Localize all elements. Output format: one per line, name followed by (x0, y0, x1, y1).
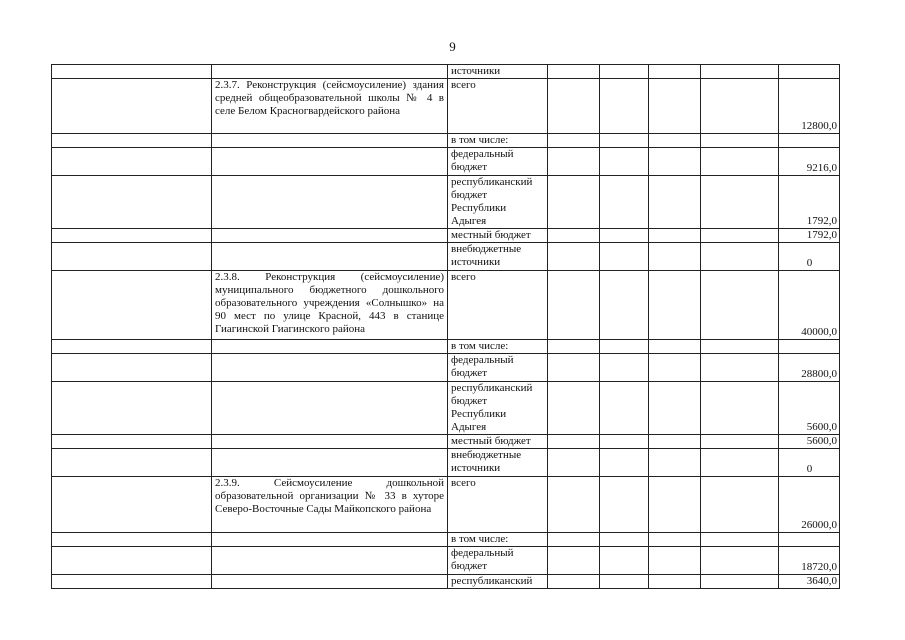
empty-cell (701, 340, 779, 354)
amount-cell: 40000,0 (779, 271, 840, 340)
empty-cell (649, 449, 701, 477)
table-row (52, 271, 840, 340)
amount-cell: 28800,0 (779, 354, 840, 382)
empty-cell (701, 449, 779, 477)
funding-source-cell: республиканский (448, 575, 548, 589)
row-blank-cell (52, 533, 212, 547)
measure-description-cell (212, 533, 448, 547)
funding-source-cell: республиканский бюджет Республики Адыгея (448, 382, 548, 435)
amount-cell (779, 65, 840, 79)
row-blank-cell (52, 547, 212, 575)
empty-cell (548, 229, 600, 243)
empty-cell (600, 354, 649, 382)
empty-cell (548, 382, 600, 435)
empty-cell (649, 148, 701, 176)
measure-description-cell (212, 547, 448, 575)
measure-description-cell (212, 243, 448, 271)
measure-description-cell: 2.3.7. Реконструкция (сейсмоусиление) здания средней общеобразовательной школы № 4 в селе Белом Красногвардейского района (212, 79, 448, 134)
row-blank-cell (52, 449, 212, 477)
row-blank-cell (52, 354, 212, 382)
empty-cell (600, 243, 649, 271)
row-blank-cell (52, 243, 212, 271)
measure-description-cell (212, 382, 448, 435)
funding-source-cell: в том числе: (448, 134, 548, 148)
funding-source-cell: внебюджетные источники (448, 449, 548, 477)
empty-cell (649, 340, 701, 354)
empty-cell (649, 243, 701, 271)
measure-description-cell (212, 449, 448, 477)
funding-source-cell: в том числе: (448, 533, 548, 547)
table-row (52, 449, 840, 477)
empty-cell (649, 79, 701, 134)
empty-cell (548, 533, 600, 547)
empty-cell (600, 176, 649, 229)
amount-cell: 3640,0 (779, 575, 840, 589)
table-row (52, 148, 840, 176)
measure-description-cell (212, 435, 448, 449)
empty-cell (600, 79, 649, 134)
funding-source-cell: всего (448, 79, 548, 134)
amount-cell: 0 (779, 243, 840, 271)
empty-cell (600, 65, 649, 79)
empty-cell (701, 271, 779, 340)
amount-cell: 1792,0 (779, 229, 840, 243)
empty-cell (548, 340, 600, 354)
measure-description-cell (212, 148, 448, 176)
empty-cell (548, 477, 600, 533)
row-blank-cell (52, 435, 212, 449)
empty-cell (649, 575, 701, 589)
empty-cell (649, 477, 701, 533)
table-row (52, 229, 840, 243)
measure-description-cell (212, 176, 448, 229)
empty-cell (548, 65, 600, 79)
empty-cell (701, 243, 779, 271)
row-blank-cell (52, 575, 212, 589)
empty-cell (600, 477, 649, 533)
table-row (52, 354, 840, 382)
empty-cell (600, 271, 649, 340)
empty-cell (548, 134, 600, 148)
financing-table (51, 64, 840, 589)
empty-cell (600, 533, 649, 547)
funding-source-cell: местный бюджет (448, 435, 548, 449)
measure-description-cell (212, 340, 448, 354)
empty-cell (548, 575, 600, 589)
empty-cell (548, 547, 600, 575)
empty-cell (701, 176, 779, 229)
empty-cell (701, 65, 779, 79)
amount-cell: 1792,0 (779, 176, 840, 229)
measure-description-cell (212, 134, 448, 148)
empty-cell (701, 134, 779, 148)
row-blank-cell (52, 134, 212, 148)
empty-cell (649, 271, 701, 340)
funding-source-cell: источники (448, 65, 548, 79)
amount-cell (779, 134, 840, 148)
empty-cell (548, 79, 600, 134)
empty-cell (548, 176, 600, 229)
measure-description-cell (212, 229, 448, 243)
table-row (52, 134, 840, 148)
empty-cell (701, 229, 779, 243)
empty-cell (600, 547, 649, 575)
table-row (52, 176, 840, 229)
table-row (52, 65, 840, 79)
empty-cell (649, 176, 701, 229)
measure-description-cell (212, 65, 448, 79)
empty-cell (649, 547, 701, 575)
empty-cell (548, 449, 600, 477)
row-blank-cell (52, 148, 212, 176)
funding-source-cell: в том числе: (448, 340, 548, 354)
amount-cell: 12800,0 (779, 79, 840, 134)
amount-cell (779, 340, 840, 354)
table-row (52, 79, 840, 134)
empty-cell (649, 134, 701, 148)
table-row (52, 547, 840, 575)
table-row (52, 533, 840, 547)
amount-cell: 5600,0 (779, 382, 840, 435)
empty-cell (600, 382, 649, 435)
empty-cell (701, 477, 779, 533)
empty-cell (649, 382, 701, 435)
table-body (52, 65, 840, 589)
empty-cell (600, 435, 649, 449)
funding-source-cell: всего (448, 271, 548, 340)
funding-source-cell: внебюджетные источники (448, 243, 548, 271)
empty-cell (548, 243, 600, 271)
empty-cell (548, 354, 600, 382)
row-blank-cell (52, 271, 212, 340)
measure-description-cell (212, 354, 448, 382)
empty-cell (649, 354, 701, 382)
empty-cell (548, 148, 600, 176)
funding-source-cell: местный бюджет (448, 229, 548, 243)
row-blank-cell (52, 65, 212, 79)
row-blank-cell (52, 176, 212, 229)
amount-cell: 5600,0 (779, 435, 840, 449)
empty-cell (701, 547, 779, 575)
row-blank-cell (52, 477, 212, 533)
empty-cell (701, 533, 779, 547)
empty-cell (701, 382, 779, 435)
table-row (52, 243, 840, 271)
table-row (52, 435, 840, 449)
amount-cell (779, 533, 840, 547)
row-blank-cell (52, 229, 212, 243)
empty-cell (649, 65, 701, 79)
amount-cell: 9216,0 (779, 148, 840, 176)
empty-cell (701, 148, 779, 176)
empty-cell (701, 354, 779, 382)
empty-cell (600, 134, 649, 148)
measure-description-cell (212, 575, 448, 589)
row-blank-cell (52, 79, 212, 134)
empty-cell (600, 148, 649, 176)
table-row (52, 477, 840, 533)
empty-cell (649, 533, 701, 547)
empty-cell (600, 229, 649, 243)
amount-cell: 26000,0 (779, 477, 840, 533)
empty-cell (649, 229, 701, 243)
measure-description-cell: 2.3.8. Реконструкция (сейсмоусиление) муниципального бюджетного дошкольного образовательного учреждения «Солнышко» на 90 мест по улице Красной, 443 в станице Гиагинской Гиагинского района (212, 271, 448, 340)
empty-cell (701, 79, 779, 134)
empty-cell (701, 435, 779, 449)
empty-cell (548, 435, 600, 449)
funding-source-cell: федеральный бюджет (448, 148, 548, 176)
empty-cell (649, 435, 701, 449)
funding-source-cell: республиканский бюджет Республики Адыгея (448, 176, 548, 229)
funding-source-cell: всего (448, 477, 548, 533)
empty-cell (600, 340, 649, 354)
amount-cell: 18720,0 (779, 547, 840, 575)
empty-cell (600, 575, 649, 589)
row-blank-cell (52, 340, 212, 354)
funding-source-cell: федеральный бюджет (448, 547, 548, 575)
empty-cell (600, 449, 649, 477)
empty-cell (701, 575, 779, 589)
table-row (52, 382, 840, 435)
empty-cell (548, 271, 600, 340)
table-row (52, 340, 840, 354)
measure-description-cell: 2.3.9. Сейсмоусиление дошкольной образовательной организации № 33 в хуторе Северо-Восточные Сады Майкопского района (212, 477, 448, 533)
funding-source-cell: федеральный бюджет (448, 354, 548, 382)
row-blank-cell (52, 382, 212, 435)
table-row (52, 575, 840, 589)
amount-cell: 0 (779, 449, 840, 477)
page-number: 9 (449, 39, 456, 54)
